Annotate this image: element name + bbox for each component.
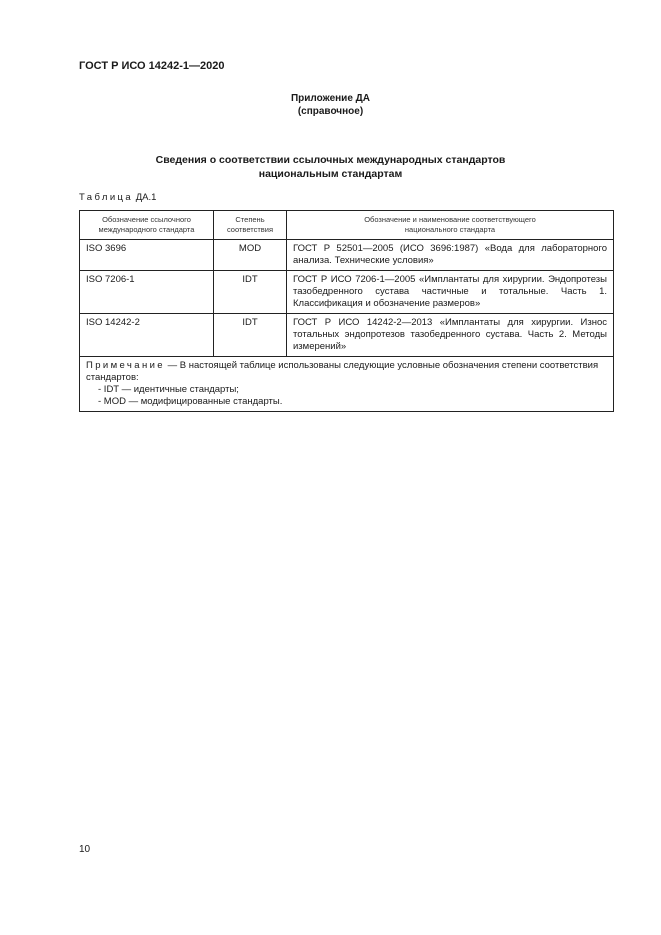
section-title-line1: Сведения о соответствии ссылочных международных стандартов (155, 154, 506, 166)
note-text: — В настоящей таблице использованы следующие условные обозначения степени соответствия стандартов: (86, 360, 599, 383)
degree-cell: IDT (214, 271, 287, 314)
note-item-idt: - IDT — идентичные стандарты; (98, 384, 239, 395)
table-row (80, 271, 614, 314)
note-item-mod: - MOD — модифицированные стандарты. (98, 396, 283, 407)
header-national-standard-line1: Обозначение и наименование соответствующего (364, 215, 536, 224)
table-note (80, 357, 614, 412)
ref-standard-cell: ISO 3696 (80, 240, 214, 271)
appendix-heading (0, 92, 661, 118)
table-label-number: ДА.1 (133, 192, 157, 203)
correspondence-table (79, 210, 614, 412)
section-title-line2: национальным стандартам (258, 168, 403, 180)
table-row (80, 314, 614, 357)
appendix-title: Приложение ДА (290, 93, 371, 104)
header-national-standard (287, 211, 614, 240)
national-standard-cell: ГОСТ Р ИСО 7206-1—2005 «Имплантаты для хирургии. Эндопротезы тазобедренного сустава частичные и тотальные. Часть 1. Классификация и обозначение размеров» (287, 271, 614, 314)
degree-cell: IDT (214, 314, 287, 357)
table-label (79, 192, 156, 203)
header-national-standard-line2: национального стандарта (404, 225, 496, 234)
national-standard-cell: ГОСТ Р ИСО 14242-2—2013 «Имплантаты для хирургии. Износ тотальных эндопротезов тазобедренного сустава. Часть 2. Методы измерений» (287, 314, 614, 357)
table-note-row (80, 357, 614, 412)
document-code: ГОСТ Р ИСО 14242-1—2020 (79, 60, 225, 72)
header-ref-standard (80, 211, 214, 240)
table-row (80, 240, 614, 271)
appendix-subtitle: (справочное) (297, 106, 364, 117)
header-degree-line2: соответствия (226, 225, 274, 234)
table-label-word: Таблица (79, 192, 134, 203)
ref-standard-cell: ISO 14242-2 (80, 314, 214, 357)
table-header-row (80, 211, 614, 240)
section-title (0, 153, 661, 181)
header-degree (214, 211, 287, 240)
header-ref-standard-line2: международного стандарта (98, 225, 195, 234)
page-number: 10 (79, 844, 91, 855)
header-degree-line1: Степень (235, 215, 265, 224)
header-ref-standard-line1: Обозначение ссылочного (102, 215, 191, 224)
note-lead (86, 360, 607, 384)
ref-standard-cell: ISO 7206-1 (80, 271, 214, 314)
national-standard-cell: ГОСТ Р 52501—2005 (ИСО 3696:1987) «Вода для лабораторного анализа. Технические условия» (287, 240, 614, 271)
note-label: Примечание (86, 360, 165, 371)
degree-cell: MOD (214, 240, 287, 271)
